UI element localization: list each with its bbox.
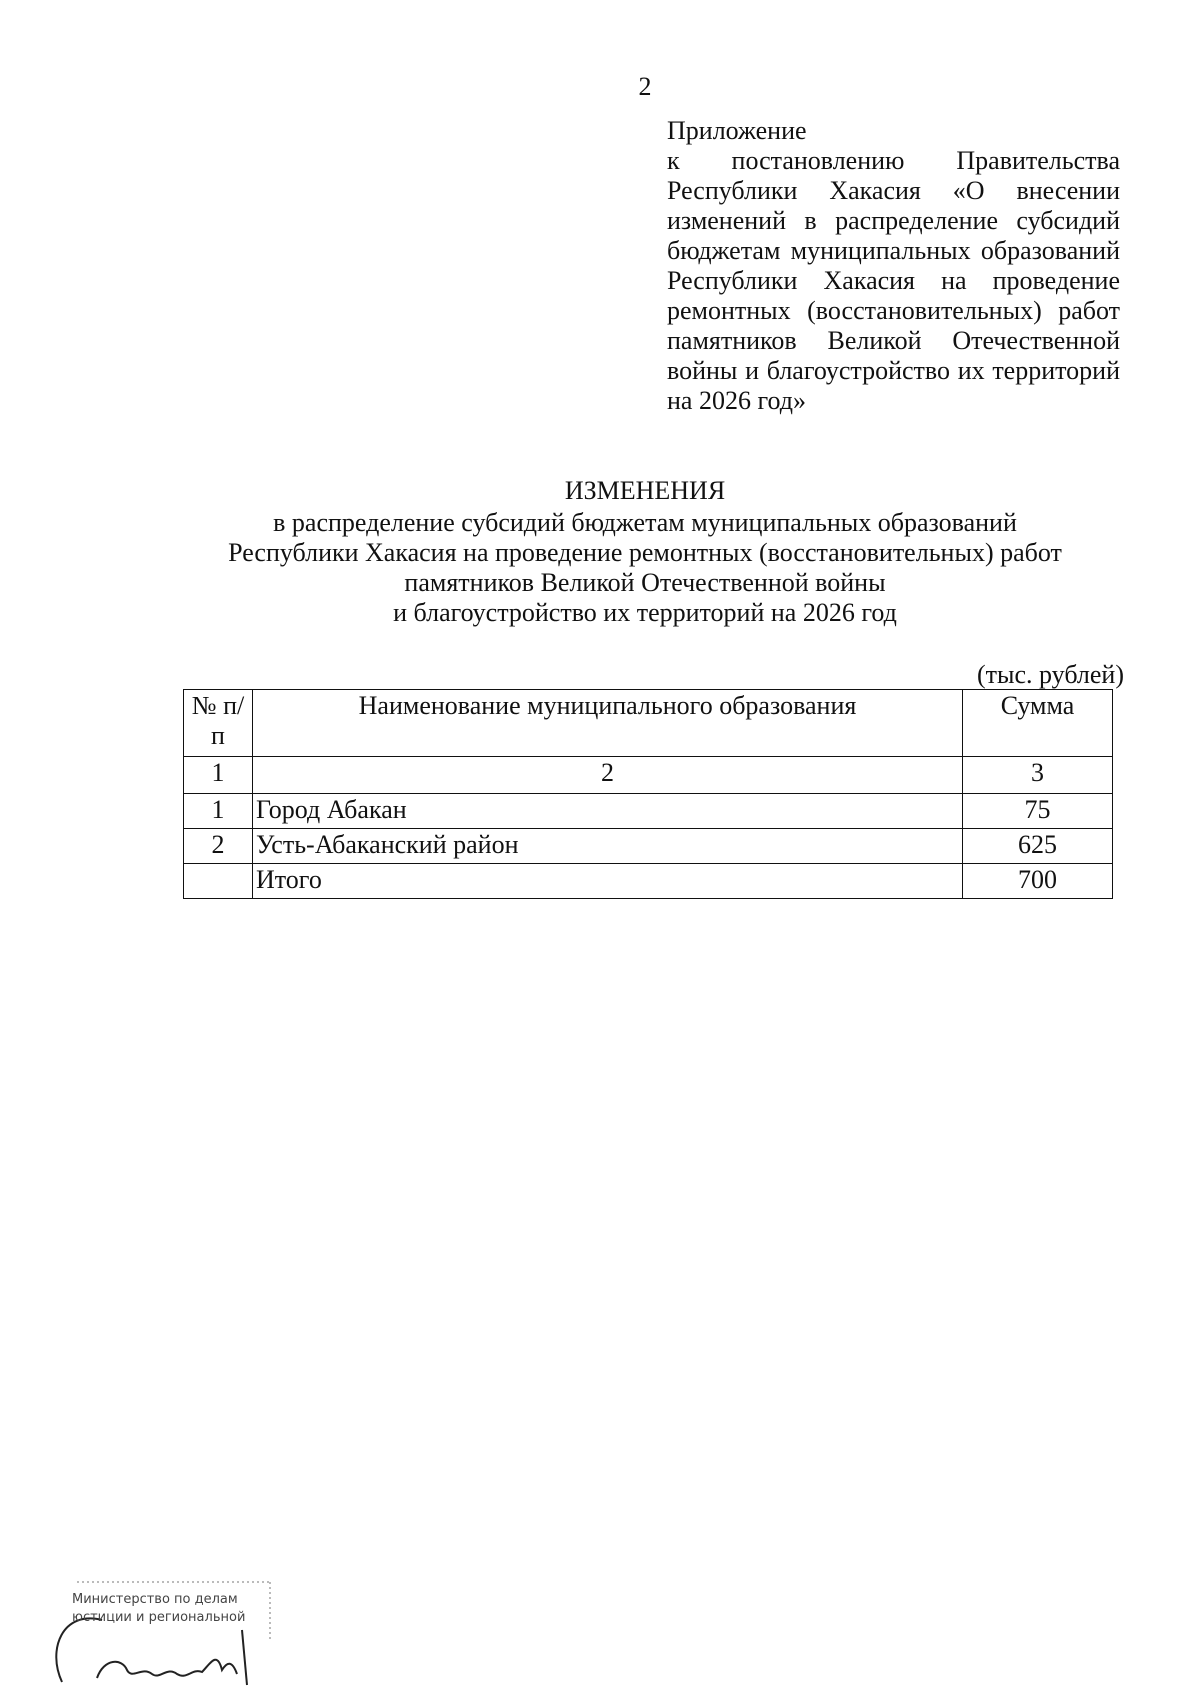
row-number: 1	[184, 794, 253, 829]
row-name: Город Абакан	[253, 794, 963, 829]
subtitle-line: Республики Хакасия на проведение ремонтных (восстановительных) работ	[228, 538, 1062, 567]
table-row	[184, 794, 1113, 829]
appendix-title: Приложение	[667, 116, 807, 145]
index-cell: 3	[963, 757, 1113, 794]
appendix-block	[667, 116, 1120, 416]
header-sum: Сумма	[963, 690, 1113, 757]
table-header-row	[184, 690, 1113, 757]
total-sum: 700	[963, 864, 1113, 899]
subsidy-table	[183, 689, 1113, 899]
row-sum: 75	[963, 794, 1113, 829]
table-row	[184, 829, 1113, 864]
appendix-text: к постановлению Правительства Республики Хакасия «О внесении изменений в распределение субсидий бюджетам муниципальных образований Республики Хакасия на проведение ремонтных (восстановительных) работ памятников Великой Отечественной войны и благоустройство их территорий на 2026 год»	[667, 146, 1120, 415]
subtitle-line: памятников Великой Отечественной войны	[404, 568, 886, 597]
stamp-text: Министерство по делам	[72, 1592, 238, 1607]
row-name: Усть-Абаканский район	[253, 829, 963, 864]
row-number: 2	[184, 829, 253, 864]
stamp-text: юстиции и региональной	[72, 1610, 246, 1625]
table-total-row	[184, 864, 1113, 899]
subtitle-line: в распределение субсидий бюджетам муниципальных образований	[273, 508, 1017, 537]
row-sum: 625	[963, 829, 1113, 864]
subtitle-line: и благоустройство их территорий на 2026 год	[393, 598, 897, 627]
row-number	[184, 864, 253, 899]
index-cell: 1	[184, 757, 253, 794]
page-number: 2	[638, 72, 652, 101]
document-title: ИЗМЕНЕНИЯ	[564, 476, 726, 505]
header-name: Наименование муниципального образования	[253, 690, 963, 757]
total-label: Итого	[253, 864, 963, 899]
table-index-row	[184, 757, 1113, 794]
stamp-and-signature	[42, 1570, 282, 1690]
header-number: № п/п	[184, 690, 253, 757]
signature-icon	[42, 1570, 282, 1690]
index-cell: 2	[253, 757, 963, 794]
unit-note: (тыс. рублей)	[976, 660, 1124, 689]
document-subtitle	[190, 508, 1100, 628]
